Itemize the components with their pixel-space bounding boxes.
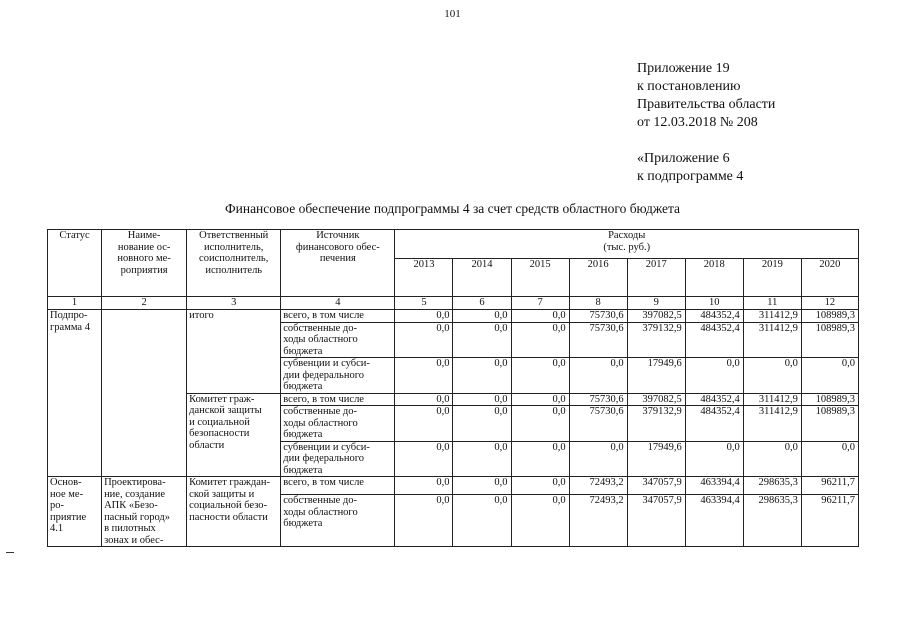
column-number: 5 xyxy=(395,297,453,310)
amount-cell: 0,0 xyxy=(685,441,743,477)
amount-cell: 0,0 xyxy=(395,406,453,442)
appendix-line: к подпрограмме 4 xyxy=(637,169,744,184)
amount-cell: 108989,3 xyxy=(801,393,858,406)
amount-cell: 0,0 xyxy=(453,393,511,406)
amount-cell: 347057,9 xyxy=(627,477,685,495)
amount-cell: 311412,9 xyxy=(743,406,801,442)
column-number: 2 xyxy=(102,297,187,310)
amount-cell: 17949,6 xyxy=(627,358,685,394)
source-cell: собственные до- ходы областного бюджета xyxy=(281,322,395,358)
column-number: 3 xyxy=(187,297,281,310)
amount-cell: 0,0 xyxy=(395,393,453,406)
amount-cell: 311412,9 xyxy=(743,310,801,323)
amount-cell: 0,0 xyxy=(801,441,858,477)
source-cell: собственные до- ходы областного бюджета xyxy=(281,406,395,442)
column-number: 4 xyxy=(281,297,395,310)
amount-cell: 0,0 xyxy=(453,477,511,495)
appendix-header xyxy=(637,60,775,186)
appendix-line: «Приложение 6 xyxy=(637,151,730,166)
amount-cell: 0,0 xyxy=(453,495,511,547)
column-number: 7 xyxy=(511,297,569,310)
header-year: 2016 xyxy=(569,259,627,297)
amount-cell: 108989,3 xyxy=(801,322,858,358)
header-year: 2019 xyxy=(743,259,801,297)
amount-cell: 0,0 xyxy=(569,358,627,394)
amount-cell: 96211,7 xyxy=(801,495,858,547)
amount-cell: 75730,6 xyxy=(569,322,627,358)
executor-cell: Комитет граждан- ской защиты и социальной безо- пасности области xyxy=(187,477,281,547)
amount-cell: 75730,6 xyxy=(569,393,627,406)
amount-cell: 0,0 xyxy=(685,358,743,394)
header-status: Статус xyxy=(48,230,102,297)
amount-cell: 0,0 xyxy=(453,406,511,442)
margin-mark xyxy=(6,552,14,553)
amount-cell: 463394,4 xyxy=(685,477,743,495)
column-number: 8 xyxy=(569,297,627,310)
amount-cell: 108989,3 xyxy=(801,406,858,442)
amount-cell: 17949,6 xyxy=(627,441,685,477)
status-cell: Основ- ное ме- ро- приятие 4.1 xyxy=(48,477,102,547)
amount-cell: 0,0 xyxy=(395,322,453,358)
amount-cell: 72493,2 xyxy=(569,477,627,495)
amount-cell: 96211,7 xyxy=(801,477,858,495)
amount-cell: 0,0 xyxy=(453,310,511,323)
header-year: 2018 xyxy=(685,259,743,297)
appendix-line: от 12.03.2018 № 208 xyxy=(637,115,758,130)
amount-cell: 0,0 xyxy=(569,441,627,477)
appendix-line: к постановлению xyxy=(637,79,741,94)
amount-cell: 75730,6 xyxy=(569,406,627,442)
source-cell: субвенции и субси- дии федерального бюджета xyxy=(281,441,395,477)
amount-cell: 0,0 xyxy=(511,495,569,547)
column-number: 9 xyxy=(627,297,685,310)
amount-cell: 0,0 xyxy=(511,322,569,358)
executor-cell: итого xyxy=(187,310,281,394)
header-name: Наиме- нование ос- новного ме- роприятия xyxy=(102,230,187,297)
amount-cell: 0,0 xyxy=(743,358,801,394)
header-row xyxy=(48,230,859,259)
amount-cell: 397082,5 xyxy=(627,310,685,323)
header-source: Источник финансового обес- печения xyxy=(281,230,395,297)
amount-cell: 463394,4 xyxy=(685,495,743,547)
amount-cell: 0,0 xyxy=(801,358,858,394)
amount-cell: 108989,3 xyxy=(801,310,858,323)
amount-cell: 0,0 xyxy=(395,495,453,547)
amount-cell: 0,0 xyxy=(511,310,569,323)
amount-cell: 397082,5 xyxy=(627,393,685,406)
column-number: 11 xyxy=(743,297,801,310)
column-number: 6 xyxy=(453,297,511,310)
amount-cell: 0,0 xyxy=(395,310,453,323)
page-number: 101 xyxy=(444,8,461,20)
header-year: 2015 xyxy=(511,259,569,297)
header-expenses: Расходы (тыс. руб.) xyxy=(395,230,859,259)
amount-cell: 484352,4 xyxy=(685,322,743,358)
executor-cell: Комитет граж- данской защиты и социальной безопасности области xyxy=(187,393,281,477)
header-executor: Ответственный исполнитель, соисполнитель, исполнитель xyxy=(187,230,281,297)
column-number: 10 xyxy=(685,297,743,310)
amount-cell: 0,0 xyxy=(511,477,569,495)
appendix-line: Правительства области xyxy=(637,97,776,112)
header-year: 2014 xyxy=(453,259,511,297)
source-cell: субвенции и субси- дии федерального бюджета xyxy=(281,358,395,394)
amount-cell: 484352,4 xyxy=(685,393,743,406)
amount-cell: 379132,9 xyxy=(627,322,685,358)
source-cell: всего, в том числе xyxy=(281,393,395,406)
table-row xyxy=(48,477,859,495)
amount-cell: 298635,3 xyxy=(743,495,801,547)
measure-name-cell: Проектирова- ние, создание АПК «Безо- пасный город» в пилотных зонах и обес- xyxy=(102,477,187,547)
amount-cell: 72493,2 xyxy=(569,495,627,547)
source-cell: всего, в том числе xyxy=(281,310,395,323)
measure-name-cell xyxy=(102,310,187,477)
source-cell: собственные до- ходы областного бюджета xyxy=(281,495,395,547)
amount-cell: 0,0 xyxy=(743,441,801,477)
amount-cell: 0,0 xyxy=(511,393,569,406)
amount-cell: 75730,6 xyxy=(569,310,627,323)
amount-cell: 0,0 xyxy=(511,406,569,442)
amount-cell: 0,0 xyxy=(395,477,453,495)
amount-cell: 0,0 xyxy=(511,441,569,477)
amount-cell: 298635,3 xyxy=(743,477,801,495)
amount-cell: 0,0 xyxy=(395,358,453,394)
amount-cell: 0,0 xyxy=(395,441,453,477)
amount-cell: 0,0 xyxy=(511,358,569,394)
status-cell: Подпро- грамма 4 xyxy=(48,310,102,477)
column-number-row xyxy=(48,297,859,310)
amount-cell: 484352,4 xyxy=(685,406,743,442)
appendix-line: Приложение 19 xyxy=(637,61,730,76)
header-year: 2013 xyxy=(395,259,453,297)
header-year: 2017 xyxy=(627,259,685,297)
amount-cell: 0,0 xyxy=(453,358,511,394)
amount-cell: 379132,9 xyxy=(627,406,685,442)
column-number: 12 xyxy=(801,297,858,310)
amount-cell: 0,0 xyxy=(453,322,511,358)
column-number: 1 xyxy=(48,297,102,310)
amount-cell: 484352,4 xyxy=(685,310,743,323)
header-year: 2020 xyxy=(801,259,858,297)
amount-cell: 347057,9 xyxy=(627,495,685,547)
amount-cell: 0,0 xyxy=(453,441,511,477)
amount-cell: 311412,9 xyxy=(743,322,801,358)
document-title: Финансовое обеспечение подпрограммы 4 за счет средств областного бюджета xyxy=(224,201,681,216)
source-cell: всего, в том числе xyxy=(281,477,395,495)
table-row xyxy=(48,310,859,323)
amount-cell: 311412,9 xyxy=(743,393,801,406)
financing-table xyxy=(47,229,859,547)
